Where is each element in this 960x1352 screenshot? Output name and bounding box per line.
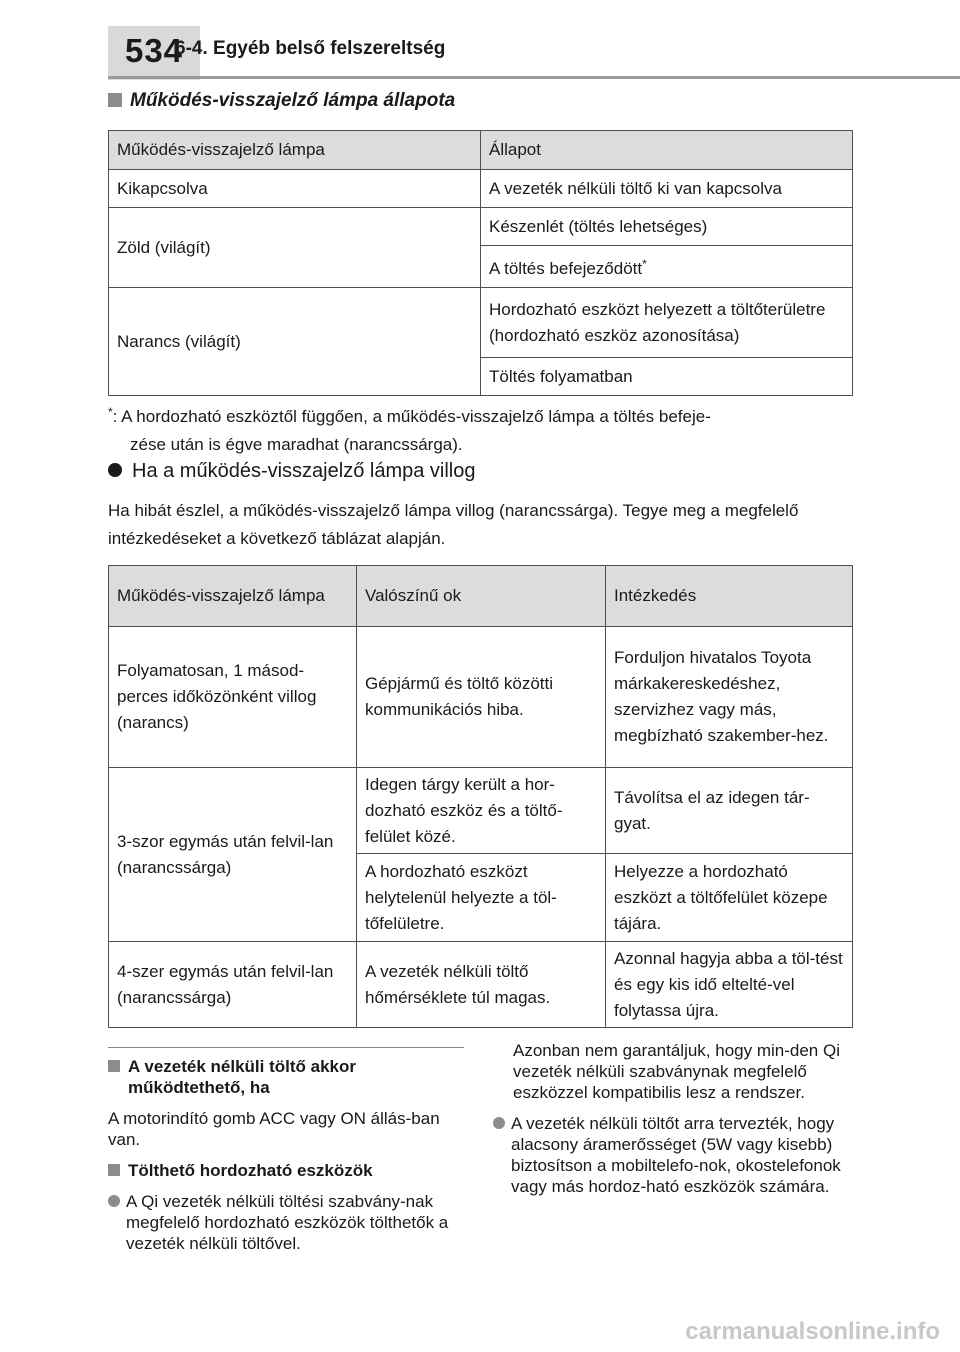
table-cell: Távolítsa el az idegen tár-gyat.: [606, 768, 853, 854]
table-header-cell: Működés-visszajelző lámpa: [109, 566, 357, 627]
table-cell: Folyamatosan, 1 másod-perces időközönként villog (narancs): [109, 627, 357, 768]
table-cell: A vezeték nélküli töltő hőmérséklete túl magas.: [357, 942, 606, 1028]
status-table: [108, 130, 853, 396]
footnote-text: : A hordozható eszköztől függően, a működés-visszajelző lámpa a töltés befeje-: [112, 407, 711, 426]
subsection-title: [108, 460, 475, 483]
note-list-item: [108, 1191, 468, 1254]
note-heading-text: Tölthető hordozható eszközök: [128, 1161, 373, 1180]
page-header: [0, 0, 960, 80]
bullet-icon: [493, 1117, 505, 1129]
notes-left-column: [108, 1056, 468, 1264]
table-cell: 3-szor egymás után felvil-lan (narancssárga): [109, 768, 357, 942]
note-paragraph: A motorindító gomb ACC vagy ON állás-ban van.: [108, 1109, 440, 1149]
note-item-text: A Qi vezeték nélküli töltési szabvány-nak megfelelő hordozható eszközök tölthetők a vezeték nélküli töltővel.: [126, 1192, 449, 1253]
note-list-item: [493, 1113, 859, 1197]
table-cell-text: A töltés befejeződött: [489, 259, 643, 278]
footnote-marker: *: [108, 405, 113, 419]
table-cell: Narancs (világít): [109, 288, 481, 396]
table-header-cell: Működés-visszajelző lámpa: [109, 131, 481, 170]
bullet-icon: [108, 1195, 120, 1207]
table-cell: Idegen tárgy került a hor-dozható eszköz és a töltő-felület közé.: [357, 768, 606, 854]
note-item-text: A vezeték nélküli töltőt arra tervezték, hogy alacsony áramerősséget (5W vagy kisebb) biztosítson a mobiltelefo-nok, okostelefonok vagy más hordoz-ható eszközök számára.: [511, 1114, 841, 1196]
note-heading: [108, 1160, 468, 1181]
subsection-title-text: Ha a működés-visszajelző lámpa villog: [132, 460, 476, 482]
intro-paragraph: Ha hibát észlel, a működés-visszajelző lámpa villog (narancssárga). Tegye meg a megfelelő intézkedéseket a következő táblázat alapján.: [108, 501, 799, 548]
square-bullet-icon: [108, 1164, 120, 1176]
table-header-cell: Intézkedés: [606, 566, 853, 627]
square-bullet-icon: [108, 93, 122, 107]
table-cell: Gépjármű és töltő közötti kommunikációs hiba.: [357, 627, 606, 768]
table-cell: A hordozható eszközt helytelenül helyezte a töl-tőfelületre.: [357, 854, 606, 942]
header-divider: [108, 76, 960, 79]
square-bullet-icon: [108, 1060, 120, 1072]
table-header-cell: Valószínű ok: [357, 566, 606, 627]
page-number: 534: [108, 26, 200, 80]
column-divider: [108, 1047, 464, 1048]
table-header-cell: Állapot: [481, 131, 853, 170]
table-cell: Készenlét (töltés lehetséges): [481, 208, 853, 246]
section-title-text: Működés-visszajelző lámpa állapota: [130, 90, 456, 111]
note-heading-text: A vezeték nélküli töltő akkor működtethető, ha: [128, 1057, 356, 1097]
bullet-icon: [108, 463, 122, 477]
footnote-marker: *: [642, 257, 647, 271]
table-cell: Töltés folyamatban: [481, 358, 853, 396]
table-cell: Azonnal hagyja abba a töl-tést és egy kis idő eltelté-vel folytassa újra.: [606, 942, 853, 1028]
notes-right-column: [493, 1040, 859, 1207]
table-cell: Hordozható eszközt helyezett a töltőterületre (hordozható eszköz azonosítása): [481, 288, 853, 358]
watermark: carmanualsonline.info: [685, 1318, 940, 1345]
table-cell: [481, 246, 853, 288]
blink-table: [108, 565, 853, 1028]
table-cell: Kikapcsolva: [109, 170, 481, 208]
table-cell: A vezeték nélküli töltő ki van kapcsolva: [481, 170, 853, 208]
note-continuation: Azonban nem garantáljuk, hogy min-den Qi vezeték nélküli szabványnak megfelelő eszközzel kompatibilis lesz a rendszer.: [513, 1041, 840, 1102]
footnote-text: zése után is égve maradhat (narancssárga).: [130, 435, 463, 454]
table-cell: Helyezze a hordozható eszközt a töltőfelület közepe tájára.: [606, 854, 853, 942]
chapter-title: 6-4. Egyéb belső felszereltség: [175, 38, 446, 59]
section-title: [108, 90, 455, 112]
note-heading: [108, 1056, 468, 1098]
footnote: [108, 398, 838, 459]
table-cell: Forduljon hivatalos Toyota márkakereskedéshez, szervizhez vagy más, megbízható szakember-hez.: [606, 627, 853, 768]
table-cell: Zöld (világít): [109, 208, 481, 288]
table-cell: 4-szer egymás után felvil-lan (narancssárga): [109, 942, 357, 1028]
